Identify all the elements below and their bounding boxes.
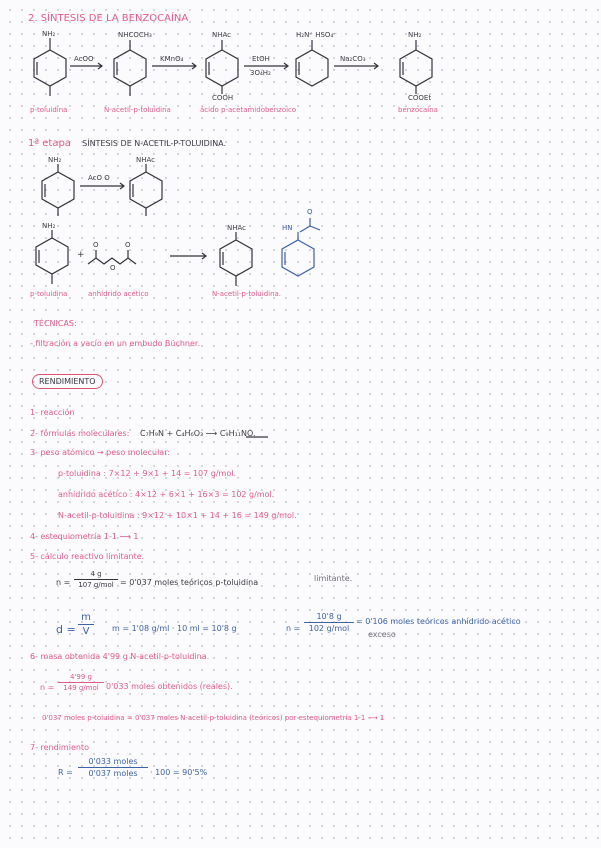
s2-group-5: NH₂ xyxy=(408,31,422,39)
step2-label: 2- fórmulas moleculares: xyxy=(30,429,130,438)
section3-title-stage: 1ª etapa xyxy=(28,138,71,149)
yield-title: RENDIMIENTO xyxy=(32,374,103,389)
s3-right-group: NHAc xyxy=(136,156,156,164)
s3b-blue-group: HN xyxy=(282,224,293,232)
n2-note: exceso xyxy=(368,630,396,639)
n1-num: 4 g xyxy=(90,570,102,578)
s3b-left-group: NH₂ xyxy=(42,222,56,230)
ring-p-toluidina xyxy=(34,38,66,96)
mw-p-toluidina: p-toluidina : 7×12 + 9×1 + 14 = 107 g/mol. xyxy=(58,469,237,478)
step2-formula: C₇H₉N + C₄H₆O₃ ⟶ C₉H₁₁NO. xyxy=(139,429,256,438)
ring-acido xyxy=(206,40,238,94)
s3b-blue-o: O xyxy=(307,208,313,216)
n2-den: 102 g/mol xyxy=(308,624,350,633)
step3: 3- peso atómico → peso molecular: xyxy=(30,448,171,457)
s3b-name-3: N-acetil-p-toluidina. xyxy=(212,290,282,298)
s3b-o-1: O xyxy=(93,241,99,249)
ring-s3-right xyxy=(130,164,162,216)
n1-prefix: n = xyxy=(56,578,71,587)
mw-acetil: N-acetil-p-toluidina : 9×12 + 10×1 + 14 + 16 = 149 g/mol. xyxy=(58,511,297,520)
s3b-name-2: anhídrido acético xyxy=(88,290,149,298)
s2-name-3: ácido p-acetamidobenzoico xyxy=(200,106,297,114)
n2-num: 10'8 g xyxy=(316,612,342,621)
s3b-product-group: NHAc xyxy=(227,224,247,232)
ring-s3b-left xyxy=(36,230,68,284)
stoich-line: 0'037 moles p-toluidina = 0'037 moles N-acetil-p-toluidina (teóricos) por estequiometría 1-1 ⟶ 1 xyxy=(42,714,385,722)
s2-reagent-1: AcOO xyxy=(74,55,94,63)
ring-s3b-product xyxy=(220,232,252,286)
r-num: 0'033 moles xyxy=(88,757,138,766)
s2-name-1: p-toluidina xyxy=(30,106,68,114)
s2-reagent-2: KMnO₄ xyxy=(160,55,184,63)
n3-prefix: n = xyxy=(40,683,55,692)
n3-den: 149 g/mol xyxy=(63,684,99,692)
s2-sub-3: COOH xyxy=(212,94,234,102)
s3b-plus: + xyxy=(77,250,85,260)
section3-title xyxy=(28,138,226,149)
n2-prefix: n = xyxy=(286,624,301,633)
s2-reagent-4: 3O₄H₂ xyxy=(250,69,271,77)
s3b-name-1: p-toluidina xyxy=(30,290,68,298)
r-result: · 100 = 90'5% xyxy=(150,768,208,777)
s3b-o-3: O xyxy=(110,264,116,272)
section2-title: 2. SÍNTESIS DE LA BENZOCAÍNA xyxy=(28,13,189,24)
s2-sub-5: COOEt xyxy=(408,94,432,102)
n1-den: 107 g/mol xyxy=(78,581,114,589)
r-den: 0'037 moles xyxy=(88,769,138,778)
ring-s3-left xyxy=(42,164,74,216)
s2-group-4: H₂N⁺ HSO₄⁻ xyxy=(296,31,337,39)
n3-result: 0'033 moles obtenidos (reales). xyxy=(106,682,233,691)
section3-title-rest: SÍNTESIS DE N-ACETIL-P-TOLUIDINA. xyxy=(82,139,227,148)
n3-num: 4'99 g xyxy=(70,673,92,681)
r-fraction xyxy=(78,757,148,778)
n2-fraction xyxy=(304,612,354,633)
s2-reagent-3: EtOH xyxy=(252,55,270,63)
step4: 4- estequiometría 1-1 ⟶ 1 xyxy=(30,532,139,541)
techniques-item: - filtración a vacío en un embudo Büchner. xyxy=(30,339,201,348)
s2-name-5: benzocaína xyxy=(398,106,438,114)
s2-name-2: N-acetil-p-toluidina xyxy=(104,106,171,114)
step2 xyxy=(30,429,256,438)
ring-ammonium xyxy=(296,40,328,86)
density-fraction xyxy=(78,612,94,637)
ring-acetil xyxy=(114,40,146,96)
density-den: V xyxy=(82,626,90,637)
n3-fraction xyxy=(58,673,104,692)
n2-result: = 0'106 moles teóricos anhídrido acético xyxy=(356,617,521,626)
anhydride-skeleton xyxy=(88,250,136,264)
n1-note: limitante. xyxy=(314,574,353,583)
step7: 7- rendimiento xyxy=(30,743,89,752)
n1-result: = 0'037 moles teóricos p-toluidina xyxy=(120,578,259,587)
s3-reagent: AcO O xyxy=(88,174,110,182)
step1: 1- reacción xyxy=(30,408,75,417)
density-num: m xyxy=(81,612,91,623)
s3b-o-2: O xyxy=(125,241,131,249)
density-prefix: d = xyxy=(56,623,76,636)
density-calc: m = 1'08 g/ml · 10 ml = 10'8 g xyxy=(112,624,237,633)
n1-fraction xyxy=(74,570,118,589)
techniques-title: TÉCNICAS: xyxy=(34,319,77,328)
s2-group-2: NHCOCH₃ xyxy=(118,31,152,39)
ring-benzocaina xyxy=(400,40,432,94)
mw-anhidrido: anhídrido acético : 4×12 + 6×1 + 16×3 = 102 g/mol. xyxy=(58,490,275,499)
s2-group-1: NH₂ xyxy=(42,30,56,38)
step6: 6- masa obtenida 4'99 g N-acetil-p-toluidina. xyxy=(30,652,210,661)
r-prefix: R = xyxy=(58,768,73,777)
s2-reagent-5: Na₂CO₃ xyxy=(340,55,366,63)
step5: 5- cálculo reactivo limitante. xyxy=(30,552,145,561)
s2-group-3: NHAc xyxy=(212,31,232,39)
s3-left-group: NH₂ xyxy=(48,156,62,164)
